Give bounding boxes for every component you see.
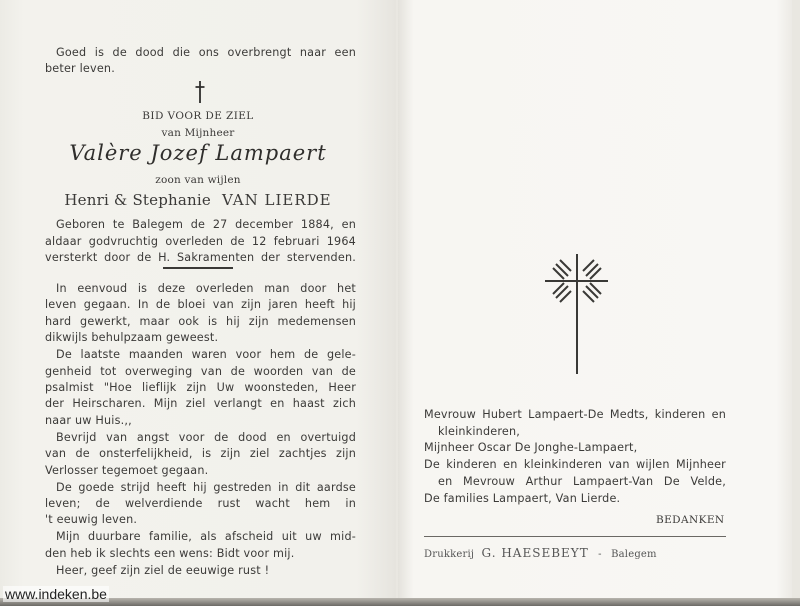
text-line: van de onsterfelijkheid, is zijn ziel zachtjes zijn [45, 447, 356, 461]
text-line: kleinkinderen, [438, 424, 521, 438]
text-line: beter leven. [45, 62, 115, 75]
name-prefix: van Mijnheer [161, 127, 235, 139]
text-line: leven; de welverdiende rust wacht hem in [45, 497, 356, 510]
left-page [0, 0, 396, 600]
deceased-name: Valère Jozef Lampaert [69, 141, 327, 165]
text-line: De laatste maanden waren voor hem de gele- [56, 348, 356, 362]
text-line: versterkt door de H. Sakramenten der stervenden. [45, 251, 356, 264]
text-line: Verlosser tegemoet gegaan. [45, 463, 209, 477]
radiant-cross-icon [542, 250, 612, 376]
parents-intro: zoon van wijlen [155, 174, 241, 186]
text-line: der Heirscharen. Mijn ziel verlangt en haast zich [45, 397, 356, 411]
divider [163, 267, 233, 269]
text-line: leven gegaan. In de bloei van zijn jaren heeft hij [45, 298, 356, 312]
thanks: BEDANKEN [656, 514, 725, 526]
text-line: De families Lampaert, Van Lierde. [424, 491, 621, 505]
text-line: Heer, geef zijn ziel de eeuwige rust ! [56, 563, 270, 577]
text-line: Goed is de dood die ons overbrengt naar een [56, 46, 356, 59]
parents-surname: VAN LIERDE [221, 191, 332, 209]
text-line: De kinderen en kleinkinderen van wijlen Mijnheer [424, 458, 726, 472]
right-page [398, 0, 792, 600]
prayer-heading: BID VOOR DE ZIEL [142, 110, 254, 122]
text-line: en Mevrouw Arthur Lampaert-Van De Velde, [438, 474, 726, 488]
text-line: psalmist "Hoe lieflijk zijn Uw woonsteden, Heer [45, 381, 356, 394]
printer-name: G. HAESEBEYT [481, 546, 589, 560]
text-line: 't eeuwig leven. [45, 513, 138, 527]
printer-label: Drukkerij [424, 549, 475, 560]
text-line: den heb ik slechts een wens: Bidt voor mij. [45, 546, 295, 560]
text-line: Mijn duurbare familie, als afscheid uit uw mid- [56, 530, 356, 544]
text-line: dikwijls behulpzaam geweest. [45, 331, 219, 345]
parents-first-names: Henri & Stephanie [64, 191, 211, 209]
text-line: Geboren te Balegem de 27 december 1884, en [56, 218, 356, 231]
printer-place: Balegem [611, 549, 657, 560]
printer-credit [424, 546, 657, 562]
text-line: In eenvoud is deze overleden man door het [56, 282, 356, 295]
printer-separator: - [598, 549, 602, 560]
text-line: De goede strijd heeft hij gestreden in dit aardse [56, 480, 356, 494]
parents [0, 191, 396, 209]
text-line: hard gewerkt, maar ook is hij zijn medemensen [45, 314, 356, 328]
text-line: Mijnheer Oscar De Jonghe-Lampaert, [424, 441, 638, 455]
text-line: Bevrijd van angst voor de dood en overtuigd [56, 430, 356, 444]
text-line: genheid tot overweging van de woorden van de [45, 364, 356, 378]
text-line: Mevrouw Hubert Lampaert-De Medts, kinderen en [424, 408, 726, 421]
divider [424, 536, 726, 537]
card-edge [0, 598, 800, 606]
text-line: aldaar godvruchtig overleden de 12 februari 1964 [45, 235, 356, 248]
text-line: naar uw Huis.,, [45, 413, 132, 427]
small-cross-icon [194, 80, 206, 104]
watermark: www.indeken.be [5, 586, 107, 602]
